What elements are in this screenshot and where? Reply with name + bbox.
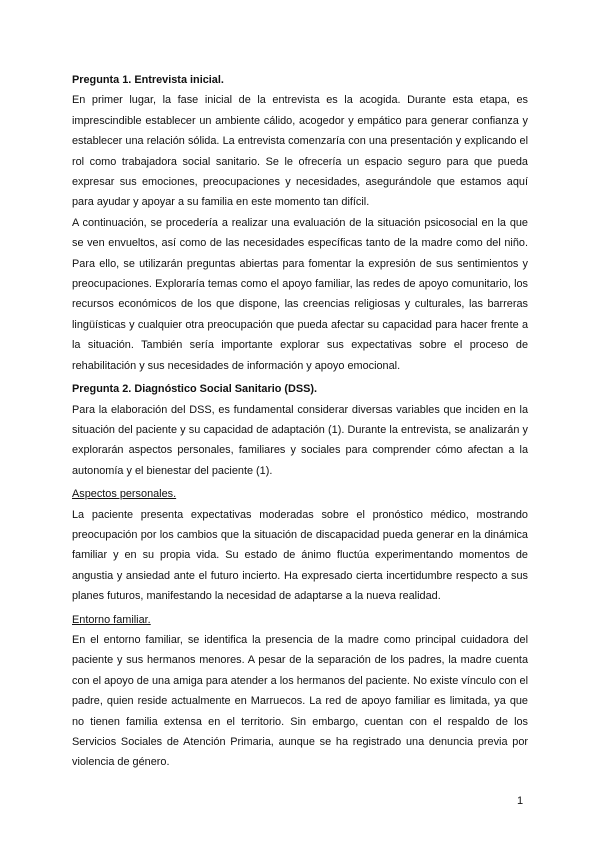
section-1-paragraph-1: En primer lugar, la fase inicial de la entrevista es la acogida. Durante esta etapa, es imprescindible establecer un ambiente cálido, acogedor y empático para generar confianza y establecer una relación sólida. La entrevista comenzaría con una presentación y explicando el rol como trabajadora social sanitario. Se le ofrecería un espacio seguro para que pueda expresar sus emociones, preocupaciones y necesidades, asegurándole que estamos aquí para ayudar y apoyar a su familia en este momento tan difícil.: [72, 94, 528, 209]
section-2-intro: Para la elaboración del DSS, es fundamental considerar diversas variables que inciden en la situación del paciente y su capacidad de adaptación (1). Durante la entrevista, se analizarán y explorarán aspectos personales, familiares y sociales para comprender cómo afectan a la autonomía y el bienestar del paciente (1).: [72, 403, 528, 477]
subsection-2-text: En el entorno familiar, se identifica la presencia de la madre como principal cuidadora del paciente y sus hermanos menores. A pesar de la separación de los padres, la madre cuenta con el apoyo de una amiga para atender a los hermanos del paciente. No existe vínculo con el padre, quien reside actualmente en Marruecos. La red de apoyo familiar es limitada, ya que no tienen familia extensa en el territorio. Sin embargo, cuentan con el respaldo de los Servicios Sociales de Atención Primaria, aunque se ha registrado una denuncia previa por violencia de género.: [72, 633, 528, 769]
section-1-heading: Pregunta 1. Entrevista inicial.: [72, 74, 224, 86]
subsection-1-text: La paciente presenta expectativas moderadas sobre el pronóstico médico, mostrando preocupación por los cambios que la situación de discapacidad pueda generar en la dinámica familiar y en su propia vida. Su estado de ánimo fluctúa experimentando momentos de angustia y ansiedad ante el futuro incierto. Ha expresado cierta incertidumbre respecto a sus planes futuros, manifestando la necesidad de adaptarse a la nueva realidad.: [72, 508, 528, 603]
page-number: 1: [517, 795, 524, 807]
subsection-1-title: Aspectos personales.: [72, 488, 177, 501]
section-1-paragraph-2: A continuación, se procedería a realizar una evaluación de la situación psicosocial en la que se ven envueltos, así como de las necesidades específicas tanto de la madre como del niño. Para ello, se utilizarán preguntas abiertas para fomentar la expresión de sus sentimientos y preocupaciones. Exploraría temas como el apoyo familiar, las redes de apoyo comunitario, los recursos económicos de los que dispone, las creencias religiosas y culturales, las barreras lingüísticas y cualquier otra preocupación que pueda afectar su capacidad para hacer frente a la situación. También sería importante explorar sus expectativas sobre el proceso de rehabilitación y sus necesidades de información y apoyo emocional.: [72, 216, 528, 372]
subsection-2-title: Entorno familiar.: [72, 613, 151, 626]
page-content: [72, 70, 528, 773]
section-2-heading: Pregunta 2. Diagnóstico Social Sanitario (DSS).: [72, 383, 318, 396]
